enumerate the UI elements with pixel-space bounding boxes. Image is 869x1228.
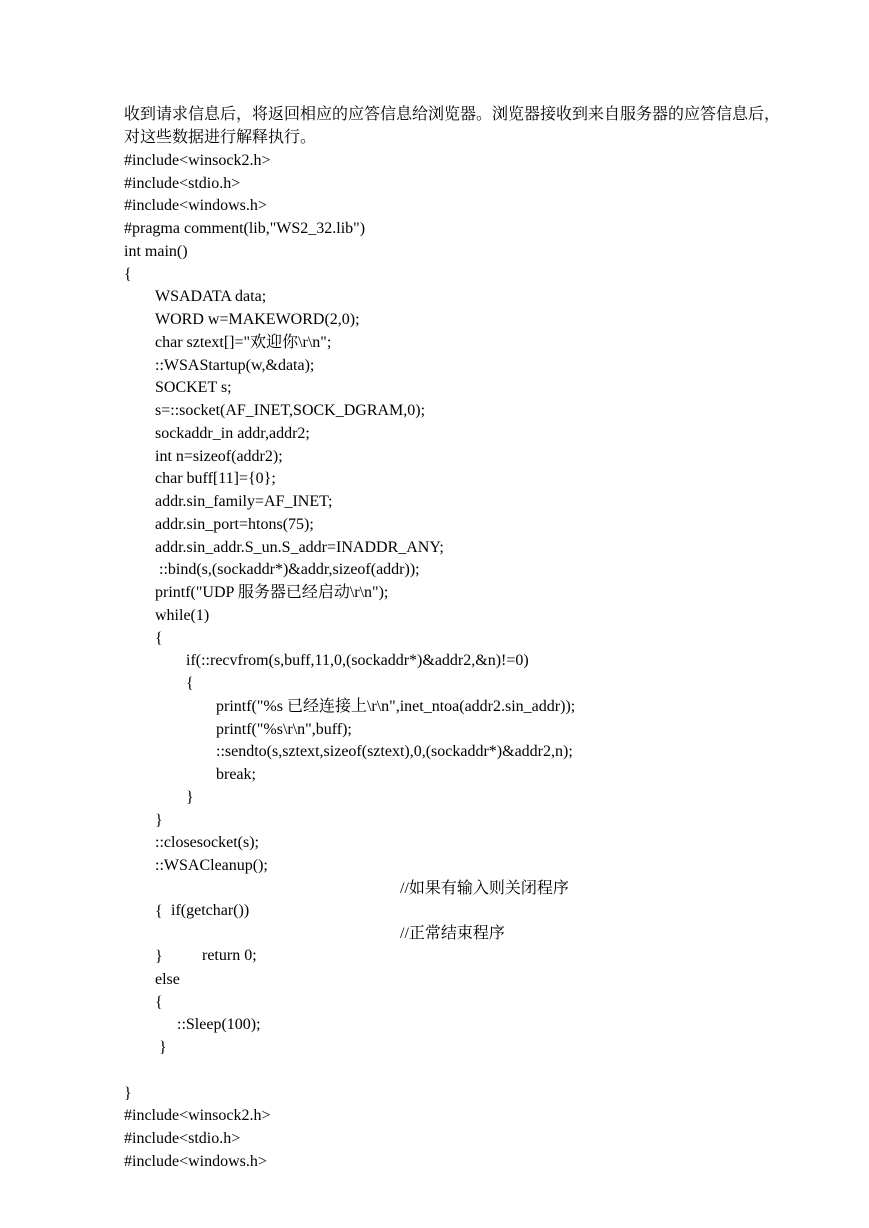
code-line: ::sendto(s,sztext,sizeof(sztext),0,(sockaddr*)&addr2,n); [216,743,573,760]
code-line: } [124,1085,132,1102]
code-line: int main() [124,243,188,260]
code-line: ::WSAStartup(w,&data); [155,357,315,374]
code-line: s=::socket(AF_INET,SOCK_DGRAM,0); [155,402,426,419]
code-line: ::WSACleanup(); [155,857,268,874]
code-line: while(1) [155,607,210,624]
code-line: SOCKET s; [155,379,232,396]
code-line: addr.sin_addr.S_un.S_addr=INADDR_ANY; [155,539,444,556]
code-line: printf("%s\r\n",buff); [216,721,352,738]
code-line [186,923,686,964]
code-line: printf("%s 已经连接上\r\n",inet_ntoa(addr2.sin_addr)); [216,698,576,715]
code-line: #include<winsock2.h> [124,152,271,169]
code-line: sockaddr_in addr,addr2; [155,425,310,442]
code-line: ::bind(s,(sockaddr*)&addr,sizeof(addr)); [159,561,420,578]
code-line: { [186,675,194,692]
code-line: } [155,948,163,965]
code-line: #include<windows.h> [124,197,267,214]
code-line: #include<windows.h> [124,1153,267,1170]
code-line: WSADATA data; [155,288,267,305]
code-line: WORD w=MAKEWORD(2,0); [155,311,360,328]
code-line [155,878,655,919]
code-line: { [155,994,163,1011]
code-line: #include<stdio.h> [124,1130,241,1147]
code-line: } [186,789,194,806]
code-line: int n=sizeof(addr2); [155,448,283,465]
code-line: break; [216,766,256,783]
code-line: { [155,903,163,920]
code-line: else [155,971,180,988]
code-text: if(getchar()) [171,902,250,919]
code-line: ::closesocket(s); [155,834,259,851]
code-text: return 0; [202,947,257,964]
code-line: #include<stdio.h> [124,175,241,192]
code-line: addr.sin_family=AF_INET; [155,493,333,510]
code-line: char buff[11]={0}; [155,470,276,487]
code-line: } [159,1039,167,1056]
code-line: ::Sleep(100); [177,1016,261,1033]
code-comment: //如果有输入则关闭程序 [400,880,569,897]
text-line: 收到请求信息后，将返回相应的应答信息给浏览器。浏览器接收到来自服务器的应答信息后， [124,106,781,123]
code-line: { [155,630,163,647]
code-line: if(::recvfrom(s,buff,11,0,(sockaddr*)&addr2,&n)!=0) [186,652,529,669]
code-line: #pragma comment(lib,"WS2_32.lib") [124,220,366,237]
code-line: char sztext[]="欢迎你\r\n"; [155,334,332,351]
code-line: printf("UDP 服务器已经启动\r\n"); [155,584,389,601]
code-line: { [124,266,132,283]
code-line: } [155,812,163,829]
text-line: 对这些数据进行解释执行。 [124,129,317,146]
code-line: #include<winsock2.h> [124,1107,271,1124]
code-comment: //正常结束程序 [400,925,505,942]
code-line: addr.sin_port=htons(75); [155,516,314,533]
